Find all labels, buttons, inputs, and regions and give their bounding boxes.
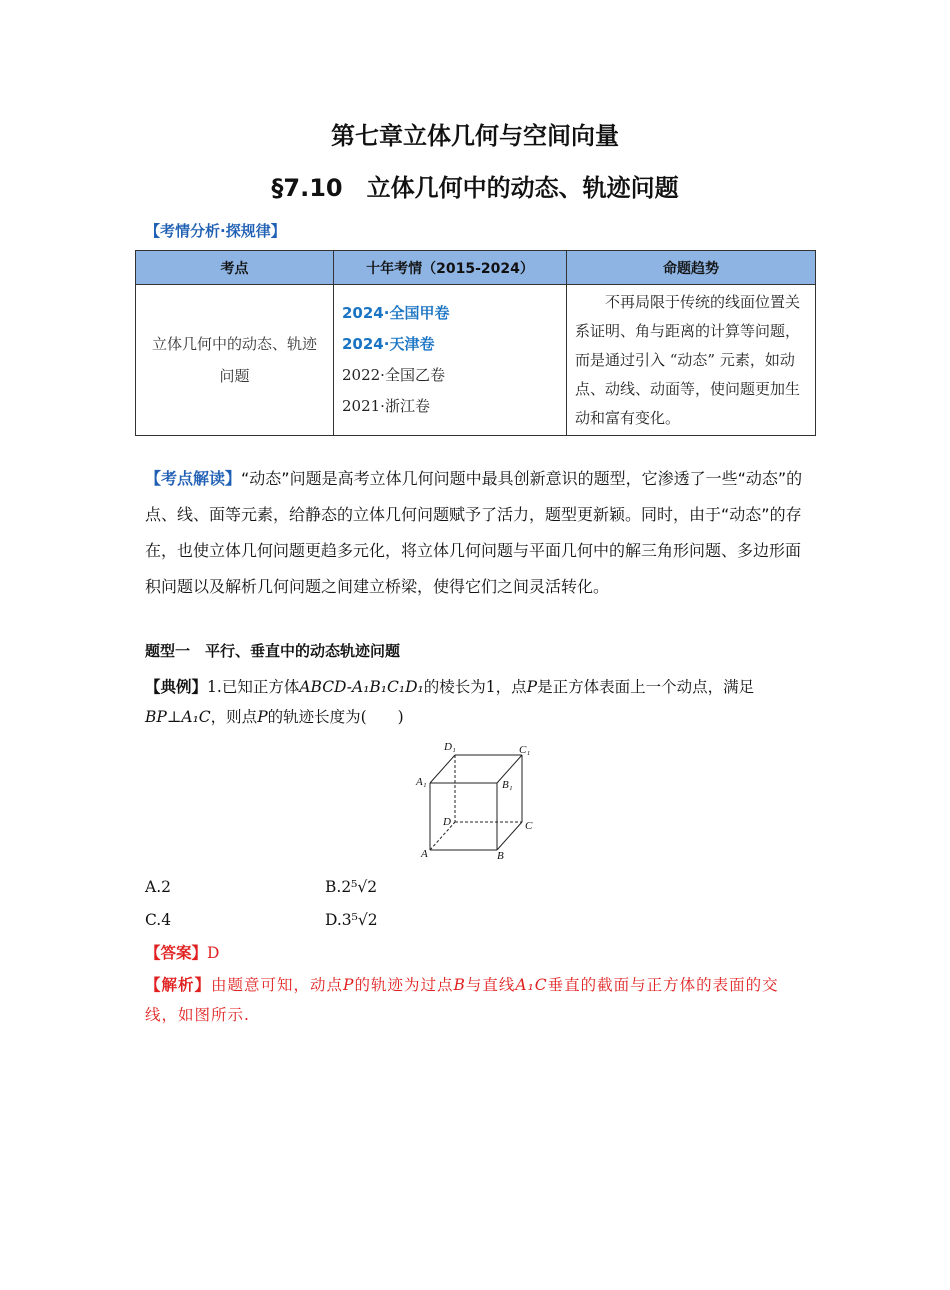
option-d: D.3⁵√2 bbox=[325, 911, 378, 929]
example-text: 的棱长为1，点 bbox=[423, 678, 527, 696]
option-a: A.2 bbox=[145, 878, 171, 896]
analysis-table bbox=[135, 250, 816, 436]
solution-label: 【解析】 bbox=[145, 976, 212, 994]
table-header-row bbox=[136, 251, 816, 285]
example-text: 是正方体表面上一个动点，满足 bbox=[537, 678, 755, 696]
example-text: 已知正方体 bbox=[221, 678, 300, 696]
example-condition: BP⊥A₁C bbox=[145, 708, 211, 726]
example-text: 的轨迹长度为( ) bbox=[267, 708, 404, 726]
solution-text: 与直线 bbox=[465, 976, 516, 994]
label-B1: B₁ bbox=[502, 779, 513, 791]
type-title: 题型一 平行、垂直中的动态轨迹问题 bbox=[145, 642, 401, 660]
example-number: 1. bbox=[207, 678, 222, 696]
label-D: D bbox=[443, 816, 451, 828]
solution-point: P bbox=[343, 976, 355, 994]
table-row bbox=[136, 285, 816, 436]
label-C: C bbox=[525, 820, 533, 832]
exam-item: 2022·全国乙卷 bbox=[342, 366, 445, 384]
exam-item: 2024·全国甲卷 bbox=[342, 304, 450, 322]
label-A1: A₁ bbox=[416, 776, 427, 788]
example-label: 【典例】 bbox=[145, 678, 208, 696]
answer-value: D bbox=[207, 944, 220, 962]
example-question bbox=[145, 672, 810, 732]
cube-figure bbox=[410, 735, 560, 865]
option-b: B.2⁵√2 bbox=[325, 878, 378, 896]
solution-text: 由题意可知，动点 bbox=[211, 976, 344, 994]
label-D1: D₁ bbox=[444, 741, 456, 753]
interpretation-paragraph bbox=[145, 461, 805, 605]
solution-text: 的轨迹为过点 bbox=[354, 976, 454, 994]
interpretation-label: 【考点解读】 bbox=[145, 469, 242, 488]
trend-cell: 不再局限于传统的线面位置关系证明、角与距离的计算等问题，而是通过引入 “动态” 元素，如动点、动线、动面等，使问题更加生动和富有变化。 bbox=[567, 285, 816, 436]
example-text: ，则点 bbox=[210, 708, 258, 726]
exam-item: 2021·浙江卷 bbox=[342, 397, 430, 415]
option-c: C.4 bbox=[145, 911, 172, 929]
example-point: P bbox=[257, 708, 268, 726]
section-title: §7.10 立体几何中的动态、轨迹问题 bbox=[271, 174, 679, 202]
edge-BC bbox=[497, 822, 522, 850]
example-point: P bbox=[526, 678, 538, 696]
exams-cell bbox=[334, 285, 567, 436]
topic-cell: 立体几何中的动态、轨迹问题 bbox=[136, 285, 334, 436]
answer bbox=[145, 941, 219, 963]
header-cell-exams: 十年考情（2015-2024） bbox=[334, 251, 567, 285]
label-C1: C₁ bbox=[519, 744, 531, 756]
label-B: B bbox=[497, 850, 504, 862]
solution-line: A₁C bbox=[515, 976, 548, 994]
chapter-title: 第七章立体几何与空间向量 bbox=[331, 122, 619, 150]
exam-item: 2024·天津卷 bbox=[342, 335, 435, 353]
solution-point: B bbox=[453, 976, 466, 994]
solution-text: 垂直的截面与正方体的表面的交线，如图所示. bbox=[145, 976, 779, 1024]
example-cube: ABCD-A₁B₁C₁D₁ bbox=[299, 678, 424, 696]
header-cell-topic: 考点 bbox=[136, 251, 334, 285]
label-A: A bbox=[421, 848, 428, 860]
interpretation-text: “动态”问题是高考立体几何问题中最具创新意识的题型，它渗透了一些“动态”的点、线、面等元素，给静态的立体几何问题赋予了活力，题型更新颖。同时，由于“动态”的存在，也使立体几何问题更趋多元化，将立体几何问题与平面几何中的解三角形问题、多边形面积问题以及解析几何问题之间建立桥梁，使得它们之间灵活转化。 bbox=[145, 469, 803, 596]
answer-label: 【答案】 bbox=[145, 944, 208, 962]
solution bbox=[145, 970, 805, 1030]
edge-A1D1 bbox=[430, 755, 455, 783]
header-cell-trend: 命题趋势 bbox=[567, 251, 816, 285]
analysis-tag: 【考情分析·探规律】 bbox=[145, 222, 286, 240]
